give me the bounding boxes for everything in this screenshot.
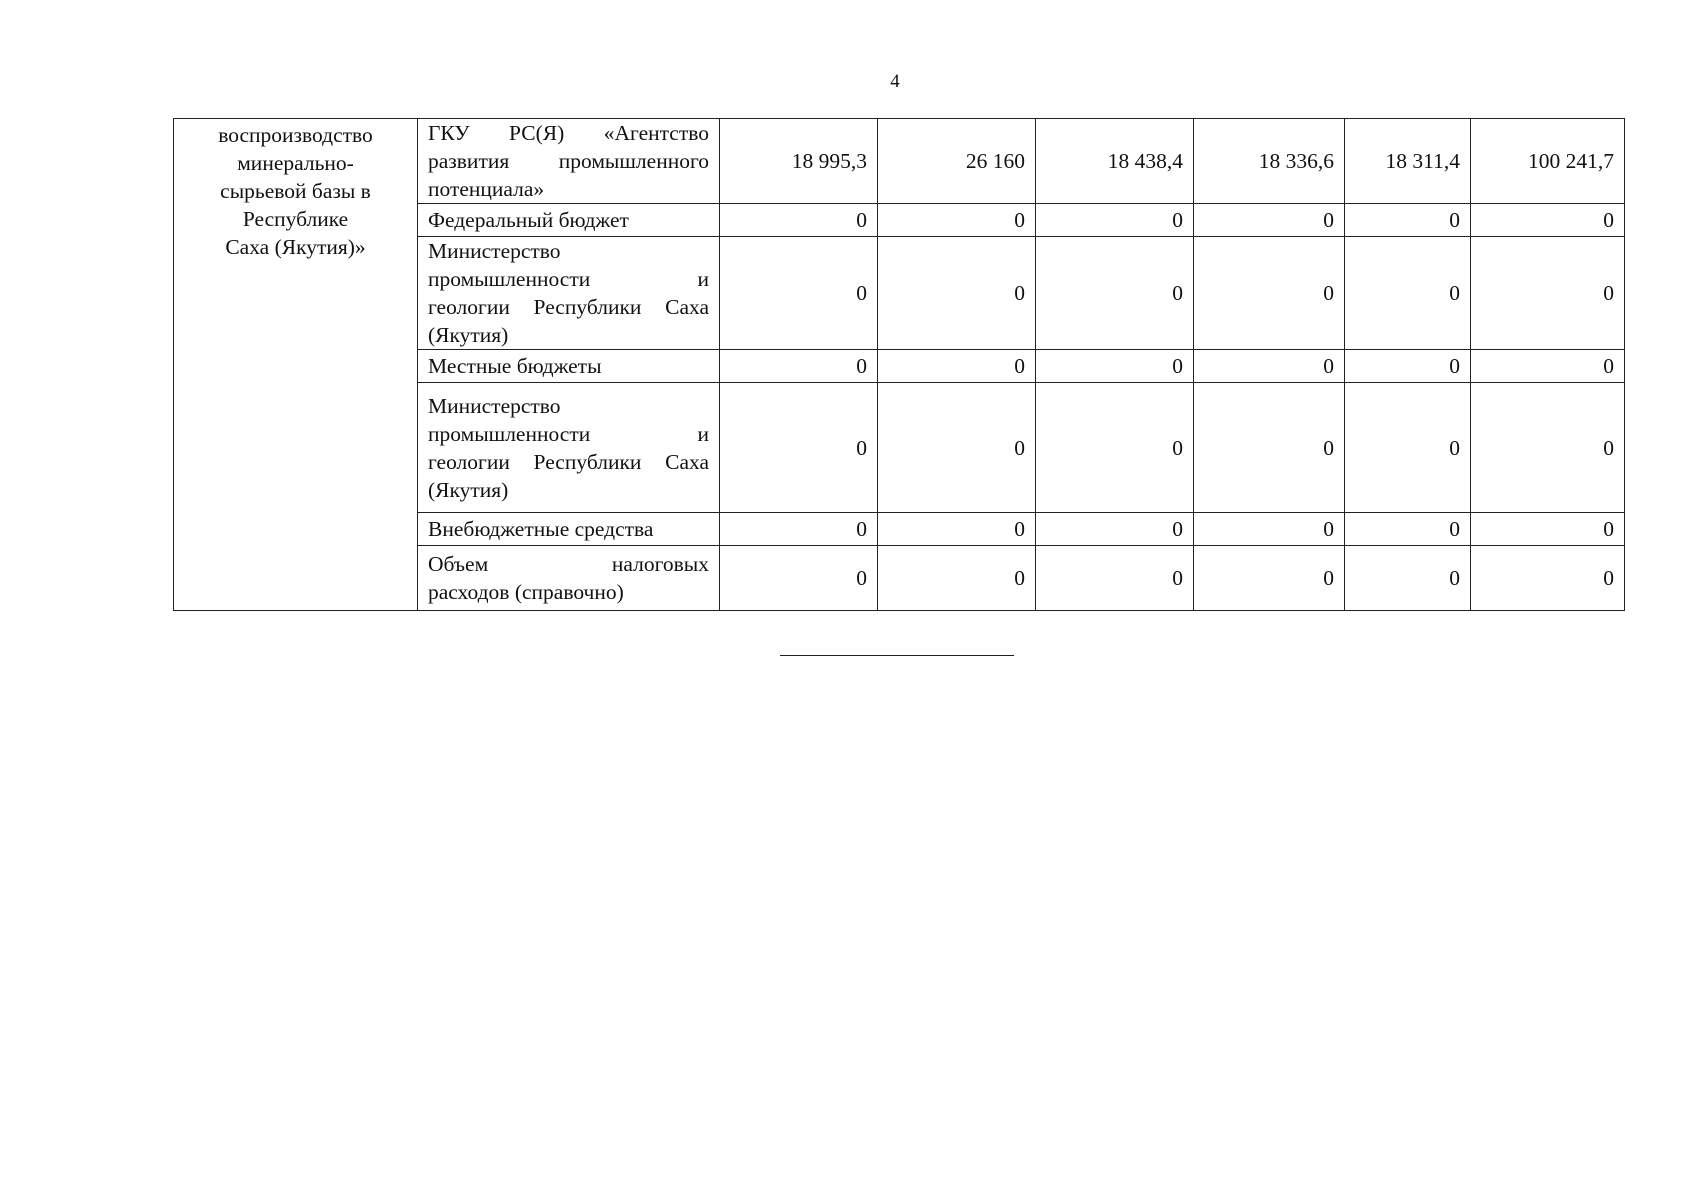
value-cell: 0 [1194,513,1345,546]
value-cell: 0 [878,350,1036,383]
value-cell: 0 [1345,546,1471,611]
value-cell: 0 [1345,513,1471,546]
program-name-line: сырьевой базы в [220,179,371,203]
value-cell: 0 [1345,350,1471,383]
funding-source-line: Объем налоговых [428,552,709,576]
funding-source-line: промышленности и [428,421,709,446]
total-value-cell: 0 [1471,513,1625,546]
value-cell: 0 [1036,383,1194,513]
value-cell: 0 [720,546,878,611]
program-name-line: воспроизводство [218,123,373,147]
value-cell: 18 311,4 [1345,119,1471,204]
value-cell: 0 [1036,204,1194,237]
value-cell: 0 [720,204,878,237]
funding-source-line: геологии Республики Саха [428,449,709,474]
value-cell: 0 [1194,204,1345,237]
value-cell: 0 [1194,237,1345,350]
value-cell: 0 [878,383,1036,513]
funding-source-cell [418,383,720,513]
value-cell: 0 [1345,204,1471,237]
total-value-cell: 0 [1471,350,1625,383]
program-name-line: Саха (Якутия)» [225,235,366,259]
value-cell: 18 995,3 [720,119,878,204]
value-cell: 0 [720,237,878,350]
total-value-cell: 0 [1471,237,1625,350]
funding-source-line: Внебюджетные средства [428,517,654,541]
funding-source-line: развития промышленного [428,149,709,173]
funding-source-line: Местные бюджеты [428,354,602,378]
funding-source-cell [418,350,720,383]
total-value-cell: 0 [1471,383,1625,513]
value-cell: 18 438,4 [1036,119,1194,204]
value-cell: 0 [878,546,1036,611]
value-cell: 0 [720,350,878,383]
value-cell: 0 [1345,237,1471,350]
value-cell: 0 [1194,546,1345,611]
page-number: 4 [890,71,900,92]
funding-source-line: ГКУ РС(Я) «Агентство [428,121,709,145]
program-name-cell [174,119,418,611]
total-value-cell: 0 [1471,546,1625,611]
value-cell: 0 [1194,350,1345,383]
funding-source-line: потенциала» [428,177,545,201]
value-cell: 0 [1345,383,1471,513]
funding-source-line: Федеральный бюджет [428,208,629,232]
total-value-cell: 0 [1471,204,1625,237]
value-cell: 18 336,6 [1194,119,1345,204]
funding-source-line: Министерство [428,393,561,418]
value-cell: 0 [878,513,1036,546]
value-cell: 0 [1036,350,1194,383]
funding-source-line: (Якутия) [428,477,509,502]
value-cell: 0 [878,204,1036,237]
funding-source-cell [418,237,720,350]
value-cell: 0 [1036,237,1194,350]
funding-source-cell [418,204,720,237]
value-cell: 26 160 [878,119,1036,204]
funding-source-cell [418,546,720,611]
funding-source-line: расходов (справочно) [428,580,624,604]
funding-source-line: (Якутия) [428,323,509,347]
footer-divider [780,655,1014,656]
funding-source-cell [418,513,720,546]
total-value-cell: 100 241,7 [1471,119,1625,204]
funding-source-line: геологии Республики Саха [428,295,709,319]
value-cell: 0 [878,237,1036,350]
program-name-line: минерально- [237,151,354,175]
value-cell: 0 [1194,383,1345,513]
value-cell: 0 [1036,513,1194,546]
funding-source-cell [418,119,720,204]
budget-table [173,118,1625,611]
funding-source-line: промышленности и [428,267,709,291]
program-name-line: Республике [242,207,349,231]
funding-source-line: Министерство [428,239,561,263]
table-row-agency [174,119,1625,204]
value-cell: 0 [720,383,878,513]
value-cell: 0 [1036,546,1194,611]
value-cell: 0 [720,513,878,546]
